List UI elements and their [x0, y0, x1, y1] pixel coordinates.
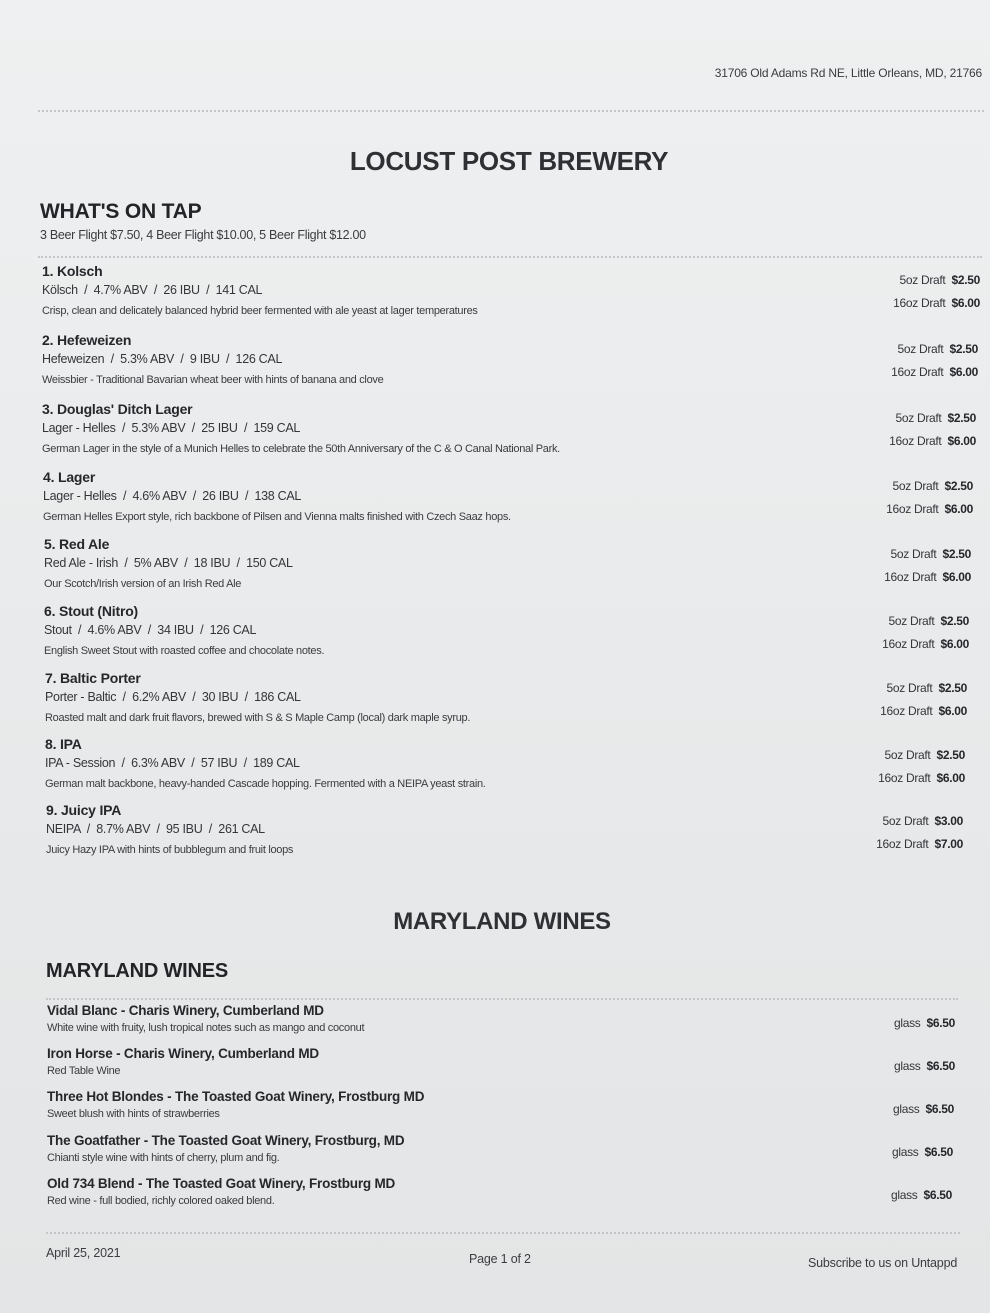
size-label: 5oz Draft — [899, 273, 946, 287]
size-label: 5oz Draft — [890, 547, 937, 561]
beer-name: 4. Lager — [43, 469, 96, 485]
price-value: $6.00 — [942, 570, 971, 584]
tap-heading: WHAT'S ON TAP — [40, 200, 202, 223]
beer-description: German Lager in the style of a Munich Helles to celebrate the 50th Anniversary of the C & O Canal National Park. — [42, 443, 560, 455]
wines-divider — [46, 998, 958, 1000]
wine-name: Iron Horse - Charis Winery, Cumberland MD — [47, 1046, 319, 1061]
wine-name: The Goatfather - The Toasted Goat Winery, Frostburg, MD — [47, 1133, 405, 1148]
beer-description: Our Scotch/Irish version of an Irish Red Ale — [44, 578, 242, 590]
serving-label: glass — [890, 1188, 918, 1202]
wine-price — [894, 1059, 955, 1073]
wine-item — [47, 1089, 967, 1129]
size-label: 5oz Draft — [888, 614, 935, 628]
wine-description: Red wine - full bodied, richly colored oaked blend. — [47, 1195, 275, 1207]
beer-price-small — [886, 681, 967, 695]
wine-price — [892, 1145, 953, 1159]
wine-item — [47, 1046, 967, 1086]
price-value: $6.00 — [940, 637, 969, 651]
beer-name: 5. Red Ale — [44, 536, 110, 552]
beer-description: Crisp, clean and delicately balanced hybrid beer fermented with ale yeast at lager temperatures — [42, 305, 478, 317]
beer-description: German Helles Export style, rich backbone of Pilsen and Vienna malts finished with Czech Saaz hops. — [43, 511, 511, 523]
beer-name: 2. Hefeweizen — [42, 332, 132, 348]
beer-specs: IPA - Session / 6.3% ABV / 57 IBU / 189 CAL — [45, 756, 300, 770]
size-label: 5oz Draft — [895, 411, 942, 425]
beer-price-large — [880, 704, 967, 718]
beer-price-large — [878, 771, 965, 785]
beer-specs: Lager - Helles / 5.3% ABV / 25 IBU / 159 CAL — [42, 421, 301, 435]
price-value: $6.50 — [926, 1016, 955, 1030]
beer-price-small — [882, 814, 963, 828]
price-value: $2.50 — [936, 748, 965, 762]
beer-price-large — [882, 637, 969, 651]
beer-item — [45, 736, 985, 802]
price-value: $6.50 — [923, 1188, 952, 1202]
beer-specs: Porter - Baltic / 6.2% ABV / 30 IBU / 186 CAL — [45, 690, 301, 704]
beer-specs: Kölsch / 4.7% ABV / 26 IBU / 141 CAL — [42, 283, 263, 297]
wine-price — [891, 1188, 952, 1202]
wine-price — [894, 1016, 955, 1030]
size-label: 5oz Draft — [884, 748, 931, 762]
size-label: 16oz Draft — [891, 365, 944, 379]
beer-price-small — [890, 547, 971, 561]
beer-item — [45, 670, 985, 736]
wine-description: Red Table Wine — [47, 1065, 121, 1077]
price-value: $2.50 — [951, 273, 980, 287]
beer-price-small — [888, 614, 969, 628]
price-value: $6.00 — [947, 434, 976, 448]
beer-description: Weissbier - Traditional Bavarian wheat beer with hints of banana and clove — [42, 374, 384, 386]
size-label: 5oz Draft — [897, 342, 944, 356]
size-label: 16oz Draft — [889, 434, 942, 448]
wine-name: Old 734 Blend - The Toasted Goat Winery, Frostburg MD — [47, 1176, 396, 1191]
size-label: 16oz Draft — [878, 771, 931, 785]
price-value: $2.50 — [944, 479, 973, 493]
size-label: 16oz Draft — [876, 837, 929, 851]
price-value: $2.50 — [949, 342, 978, 356]
beer-price-small — [892, 479, 973, 493]
price-value: $6.50 — [924, 1145, 953, 1159]
brewery-title: LOCUST POST BREWERY — [349, 146, 669, 176]
beer-name: 1. Kolsch — [42, 263, 103, 279]
wine-item — [47, 1133, 967, 1173]
footer-divider — [46, 1232, 960, 1234]
beer-item — [46, 802, 986, 868]
price-value: $6.00 — [949, 365, 978, 379]
wines-heading: MARYLAND WINES — [46, 960, 229, 982]
beer-specs: Hefeweizen / 5.3% ABV / 9 IBU / 126 CAL — [42, 352, 283, 366]
beer-description: German malt backbone, heavy-handed Cascade hopping. Fermented with a NEIPA yeast strain. — [45, 778, 486, 790]
wine-description: Sweet blush with hints of strawberries — [47, 1108, 220, 1120]
footer-date: April 25, 2021 — [46, 1246, 121, 1260]
beer-price-small — [897, 342, 978, 356]
size-label: 16oz Draft — [882, 637, 935, 651]
beer-item — [42, 263, 982, 329]
price-value: $6.00 — [951, 296, 980, 310]
beer-specs: NEIPA / 8.7% ABV / 95 IBU / 261 CAL — [46, 822, 265, 836]
flight-pricing-note: 3 Beer Flight $7.50, 4 Beer Flight $10.00, 5 Beer Flight $12.00 — [40, 228, 366, 242]
wine-description: Chianti style wine with hints of cherry, plum and fig. — [47, 1152, 280, 1164]
beer-specs: Lager - Helles / 4.6% ABV / 26 IBU / 138 CAL — [43, 489, 302, 503]
beer-description: Juicy Hazy IPA with hints of bubblegum and fruit loops — [46, 844, 294, 856]
beer-item — [42, 401, 982, 467]
size-label: 16oz Draft — [884, 570, 937, 584]
serving-label: glass — [892, 1102, 920, 1116]
beer-item — [44, 603, 984, 669]
untappd-subscribe-link[interactable]: Subscribe to us on Untappd — [808, 1256, 958, 1270]
beer-price-large — [891, 365, 978, 379]
beer-description: Roasted malt and dark fruit flavors, brewed with S & S Maple Camp (local) dark maple syrup. — [45, 712, 471, 724]
price-value: $2.50 — [940, 614, 969, 628]
beer-price-large — [893, 296, 980, 310]
price-value: $6.00 — [936, 771, 965, 785]
tap-divider — [38, 256, 982, 258]
size-label: 16oz Draft — [880, 704, 933, 718]
wines-section-title: MARYLAND WINES — [393, 908, 611, 935]
brewery-address: 31706 Old Adams Rd NE, Little Orleans, MD, 21766 — [714, 66, 982, 80]
price-value: $6.50 — [926, 1059, 955, 1073]
beer-price-large — [886, 502, 973, 516]
page-number: Page 1 of 2 — [469, 1252, 531, 1266]
size-label: 5oz Draft — [882, 814, 929, 828]
header-divider — [38, 110, 984, 112]
price-value: $2.50 — [947, 411, 976, 425]
beer-name: 9. Juicy IPA — [46, 802, 122, 818]
beer-name: 3. Douglas' Ditch Lager — [42, 401, 193, 417]
beer-price-small — [895, 411, 976, 425]
beer-specs: Red Ale - Irish / 5% ABV / 18 IBU / 150 CAL — [44, 556, 293, 570]
price-value: $2.50 — [938, 681, 967, 695]
beer-name: 8. IPA — [45, 736, 82, 752]
beer-item — [42, 332, 982, 398]
wine-price — [893, 1102, 954, 1116]
beer-price-large — [876, 837, 963, 851]
beer-name: 6. Stout (Nitro) — [44, 603, 139, 619]
price-value: $2.50 — [942, 547, 971, 561]
size-label: 16oz Draft — [886, 502, 939, 516]
price-value: $3.00 — [934, 814, 963, 828]
wine-description: White wine with fruity, lush tropical notes such as mango and coconut — [47, 1022, 365, 1034]
wine-item — [47, 1003, 967, 1043]
price-value: $6.50 — [925, 1102, 954, 1116]
beer-name: 7. Baltic Porter — [45, 670, 141, 686]
size-label: 5oz Draft — [892, 479, 939, 493]
serving-label: glass — [893, 1016, 921, 1030]
beer-specs: Stout / 4.6% ABV / 34 IBU / 126 CAL — [44, 623, 257, 637]
price-value: $6.00 — [944, 502, 973, 516]
serving-label: glass — [891, 1145, 919, 1159]
beer-price-small — [899, 273, 980, 287]
beer-item — [44, 536, 984, 602]
wine-name: Three Hot Blondes - The Toasted Goat Winery, Frostburg MD — [47, 1089, 425, 1104]
beer-price-large — [884, 570, 971, 584]
wine-name: Vidal Blanc - Charis Winery, Cumberland MD — [47, 1003, 324, 1018]
beer-item — [43, 469, 983, 535]
beer-price-small — [884, 748, 965, 762]
price-value: $7.00 — [934, 837, 963, 851]
beer-price-large — [889, 434, 976, 448]
wine-item — [47, 1176, 967, 1216]
size-label: 5oz Draft — [886, 681, 933, 695]
price-value: $6.00 — [938, 704, 967, 718]
beer-description: English Sweet Stout with roasted coffee and chocolate notes. — [44, 645, 325, 657]
size-label: 16oz Draft — [893, 296, 946, 310]
serving-label: glass — [893, 1059, 921, 1073]
